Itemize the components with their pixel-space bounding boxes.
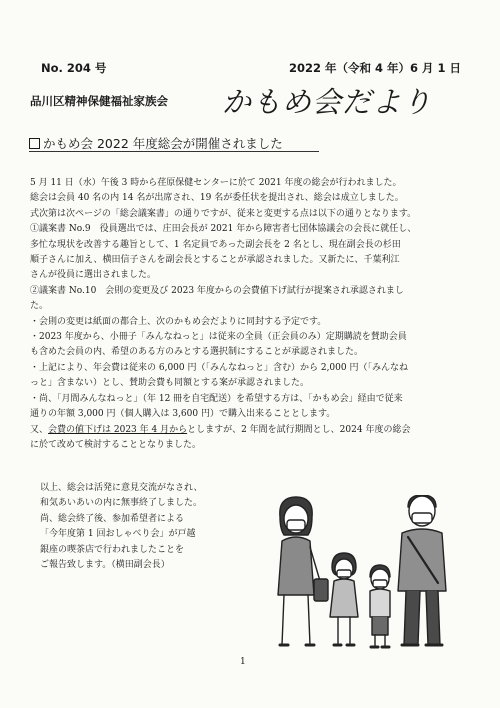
body-line: ②議案書 No.10 会則の変更及び 2023 年度からの会費値下げ試行が提案され承認されまし: [30, 285, 404, 296]
body-line: ・会則の変更は紙面の都合上、次のかもめ会だよりに同封する予定です。: [30, 316, 327, 327]
issue-number: No. 204 号: [41, 61, 107, 75]
body-line: 又、会費の値下げは 2023 年 4 月からとしますが、2 年間を試行期間とし、2024 年度の総会: [30, 424, 411, 435]
masthead-title: かもめ会だより: [222, 85, 433, 119]
body-line: 5 月 11 日（水）午後 3 時から荏原保健センターに於て 2021 年度の総会が行われました。: [30, 178, 402, 188]
headline-underline: [29, 151, 319, 152]
square-bullet-icon: [29, 138, 40, 149]
closing-line: 和気あいあいの内に無事終了しました。: [40, 498, 203, 509]
body-line: 順子さんに加え、横田信子さんを副会長とすることが承認されました。又新たに、千葉利江: [30, 255, 400, 266]
underlined-note: 会費の値下げは 2023 年 4 月から: [48, 424, 188, 435]
headline-text: かもめ会 2022 年度総会が開催されました: [43, 136, 283, 151]
closing-line: 以上、総会は活発に意見交流がなされ、: [40, 483, 203, 493]
family-icon: [262, 495, 462, 660]
body-line: 多忙な現状を改善する趣旨として、1 名定員であった副会長を 2 名とし、現在副会長の杉田: [30, 239, 401, 250]
page-number: 1: [240, 657, 246, 667]
body-line: っと」含まない）とし、賛助会費も同額とする案が承認されました。: [30, 378, 310, 389]
closing-paragraph: [40, 481, 250, 573]
article-body: [30, 176, 470, 453]
body-line: ・尚、「月間みんなねっと」（年 12 冊を自宅配送）を希望する方は、「かもめ会」経由で従来: [30, 393, 403, 404]
headline: [29, 134, 283, 152]
body-line: ①議案書 No.9 役員選出では、庄田会長が 2021 年から障害者七団体協議会の会長に就任し、: [30, 224, 417, 235]
closing-line: ご報告致します。（横田副会長）: [40, 560, 170, 571]
closing-line: 「今年度第 1 回おしゃべり会」が戸越: [40, 529, 196, 540]
body-line: に於て改めて検討することとなりました。: [30, 439, 202, 450]
body-line: た。: [30, 301, 49, 312]
body-line: も含めた会員の内、希望のある方のみとする選択制にすることが承認されました。: [30, 347, 364, 358]
closing-line: 尚、総会終了後、参加希望者による: [40, 513, 185, 524]
organization-name: 品川区精神保健福祉家族会: [30, 94, 168, 108]
body-line: ・上記により、年会費は従来の 6,000 円（「みんなねっと」含む）から 2,000 円（「みんなね: [30, 362, 408, 373]
body-line: さんが役員に選出されました。: [30, 270, 157, 281]
issue-date: 2022 年（令和 4 年）6 月 1 日: [289, 61, 462, 75]
closing-line: 銀座の喫茶店で行われましたことを: [40, 544, 185, 555]
body-line: ・2023 年度から、小冊子「みんなねっと」は従来の全員（正会員のみ）定期購読を賛助会員: [30, 332, 407, 343]
body-line: 通りの年額 3,000 円（個人購入は 3,600 円）で購入出来ることとします。: [30, 409, 336, 420]
body-line: 総会は会員 40 名の内 14 名が出席され、19 名が委任状を提出され、総会は成立しました。: [30, 193, 404, 204]
body-line: 式次第は次ページの「総会議案書」の通りですが、従来と変更する点は以下の通りとなります。: [30, 208, 417, 219]
